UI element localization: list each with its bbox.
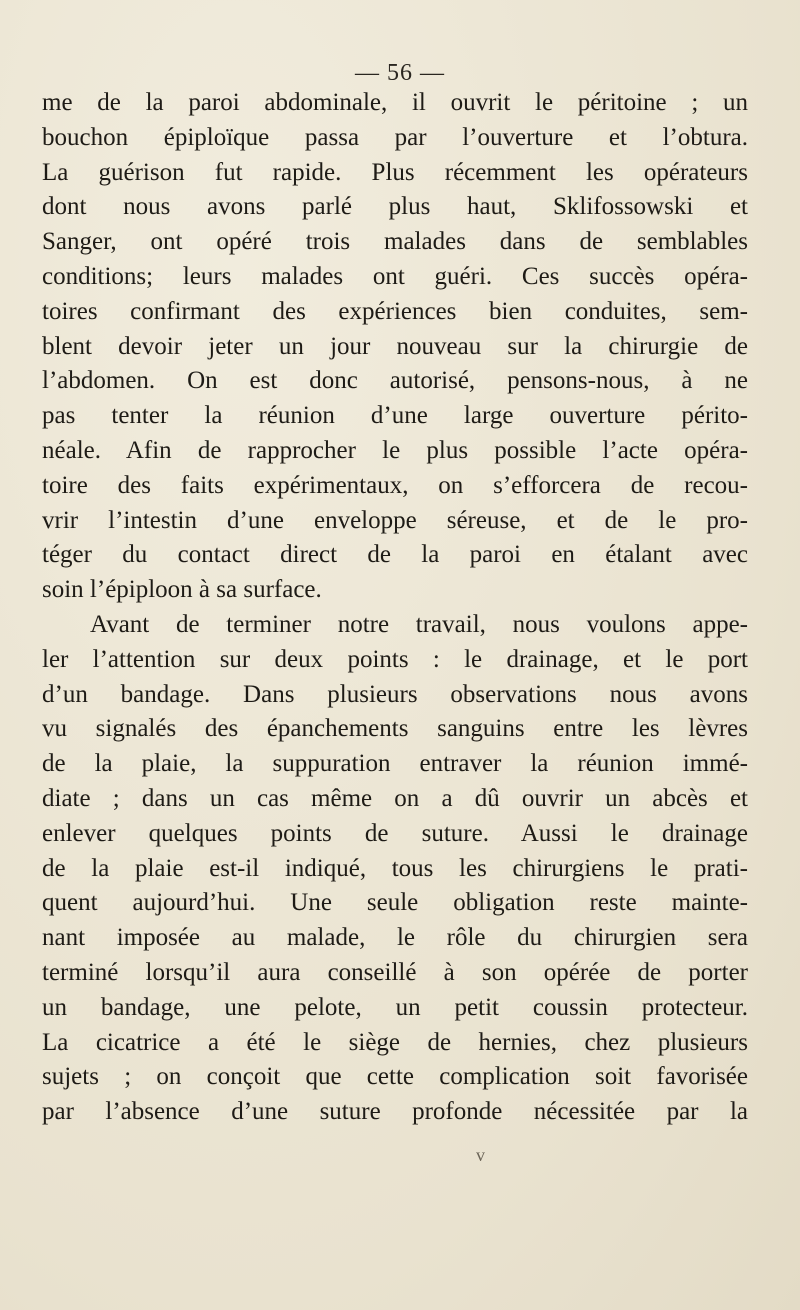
text-line-16: Avant de terminer notre travail, nous voulons appe- bbox=[90, 610, 748, 638]
text-line-7: toires confirmant des expériences bien conduites, sem- bbox=[42, 297, 748, 325]
text-line-3: La guérison fut rapide. Plus récemment les opérateurs bbox=[42, 158, 748, 186]
text-line-15: soin l’épiploon à sa surface. bbox=[42, 576, 322, 604]
text-line-6: conditions; leurs malades ont guéri. Ces succès opéra- bbox=[42, 262, 748, 290]
text-line-29: sujets ; on conçoit que cette complication soit favorisée bbox=[42, 1063, 748, 1091]
text-line-21: diate ; dans un cas même on a dû ouvrir un abcès et bbox=[42, 784, 748, 812]
text-line-27: un bandage, une pelote, un petit coussin protecteur. bbox=[42, 993, 748, 1021]
text-line-5: Sanger, ont opéré trois malades dans de semblables bbox=[42, 228, 748, 256]
text-line-2: bouchon épiploïque passa par l’ouverture et l’obtura. bbox=[42, 123, 748, 151]
text-line-8: blent devoir jeter un jour nouveau sur la chirurgie de bbox=[42, 332, 748, 360]
text-line-26: terminé lorsqu’il aura conseillé à son opérée de porter bbox=[42, 958, 748, 986]
text-line-23: de la plaie est-il indiqué, tous les chirurgiens le prati- bbox=[42, 854, 748, 882]
text-line-18: d’un bandage. Dans plusieurs observations nous avons bbox=[42, 680, 748, 708]
text-line-20: de la plaie, la suppuration entraver la réunion immé- bbox=[42, 750, 748, 778]
text-line-22: enlever quelques points de suture. Aussi le drainage bbox=[42, 819, 748, 847]
text-line-19: vu signalés des épanchements sanguins entre les lèvres bbox=[42, 715, 748, 743]
stray-ink-mark: v bbox=[476, 1145, 485, 1165]
text-line-11: néale. Afin de rapprocher le plus possible l’acte opéra- bbox=[42, 436, 748, 464]
text-line-14: téger du contact direct de la paroi en étalant avec bbox=[42, 541, 748, 569]
text-line-17: ler l’attention sur deux points : le drainage, et le port bbox=[42, 645, 748, 673]
text-line-30: par l’absence d’une suture profonde nécessitée par la bbox=[42, 1098, 748, 1126]
text-line-1: me de la paroi abdominale, il ouvrit le péritoine ; un bbox=[42, 89, 748, 116]
text-line-28: La cicatrice a été le siège de hernies, chez plusieurs bbox=[42, 1028, 748, 1056]
text-line-4: dont nous avons parlé plus haut, Sklifossowski et bbox=[42, 193, 748, 221]
page-number-header: — 56 — bbox=[355, 60, 445, 86]
body-text bbox=[42, 86, 748, 1130]
text-line-10: pas tenter la réunion d’une large ouverture périto- bbox=[42, 402, 748, 430]
text-line-9: l’abdomen. On est donc autorisé, pensons-nous, à ne bbox=[42, 367, 748, 395]
text-line-12: toire des faits expérimentaux, on s’efforcera de recou- bbox=[42, 471, 748, 499]
text-line-24: quent aujourd’hui. Une seule obligation reste mainte- bbox=[42, 889, 748, 917]
text-line-13: vrir l’intestin d’une enveloppe séreuse, et de le pro- bbox=[42, 506, 748, 534]
text-line-25: nant imposée au malade, le rôle du chirurgien sera bbox=[42, 924, 748, 952]
